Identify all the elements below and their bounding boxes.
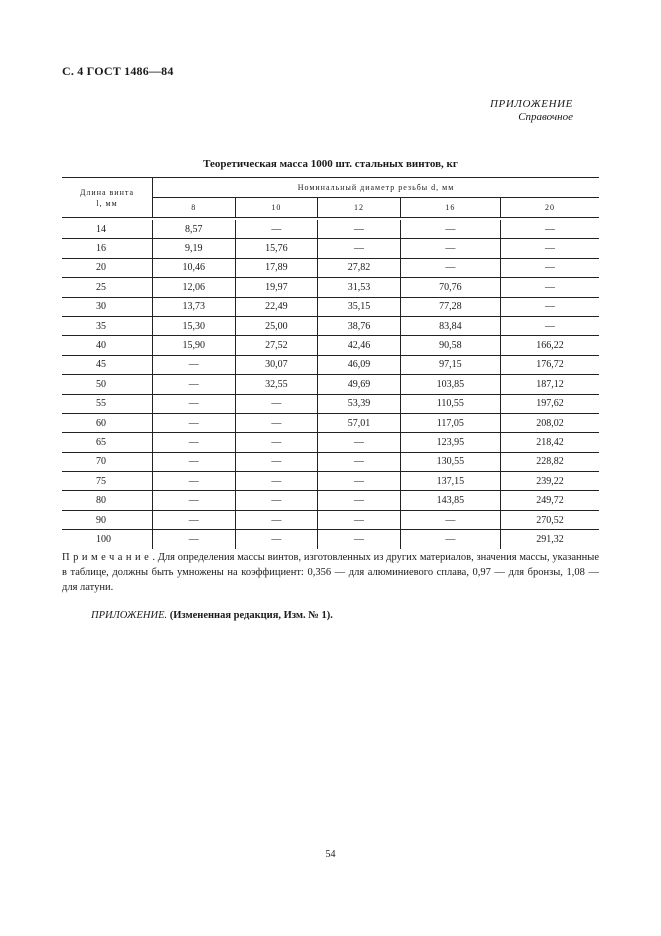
length-cell: 45 bbox=[62, 355, 153, 374]
mass-table bbox=[62, 177, 599, 549]
mass-cell: — bbox=[500, 278, 599, 297]
mass-cell: — bbox=[400, 510, 500, 529]
mass-cell: — bbox=[318, 530, 401, 549]
mass-cell: 197,62 bbox=[500, 394, 599, 413]
diameter-column-header: 20 bbox=[500, 198, 599, 218]
mass-cell: — bbox=[318, 220, 401, 239]
table-row bbox=[62, 336, 599, 355]
mass-cell: 166,22 bbox=[500, 336, 599, 355]
mass-cell: — bbox=[318, 433, 401, 452]
mass-cell: 90,58 bbox=[400, 336, 500, 355]
mass-cell: 27,82 bbox=[318, 258, 401, 277]
mass-cell: — bbox=[318, 491, 401, 510]
mass-cell: 187,12 bbox=[500, 375, 599, 394]
mass-cell: 15,76 bbox=[235, 239, 318, 258]
mass-cell: 83,84 bbox=[400, 316, 500, 335]
table-row bbox=[62, 258, 599, 277]
mass-cell: — bbox=[318, 510, 401, 529]
mass-cell: 46,09 bbox=[318, 355, 401, 374]
mass-cell: 30,07 bbox=[235, 355, 318, 374]
mass-cell: 32,55 bbox=[235, 375, 318, 394]
mass-cell: 12,06 bbox=[153, 278, 236, 297]
table-row bbox=[62, 278, 599, 297]
table-row bbox=[62, 510, 599, 529]
change-note-text: (Измененная редакция, Изм. № 1). bbox=[169, 610, 333, 621]
mass-cell: 70,76 bbox=[400, 278, 500, 297]
mass-cell: — bbox=[318, 452, 401, 471]
change-note bbox=[91, 610, 333, 621]
mass-cell: 35,15 bbox=[318, 297, 401, 316]
length-cell: 16 bbox=[62, 239, 153, 258]
mass-cell: — bbox=[153, 433, 236, 452]
mass-cell: — bbox=[153, 452, 236, 471]
mass-cell: 103,85 bbox=[400, 375, 500, 394]
mass-cell: — bbox=[235, 433, 318, 452]
appendix-label bbox=[490, 98, 573, 124]
mass-cell: — bbox=[500, 258, 599, 277]
table-body bbox=[62, 218, 599, 549]
mass-cell: 97,15 bbox=[400, 355, 500, 374]
mass-cell: 31,53 bbox=[318, 278, 401, 297]
page-header: С. 4 ГОСТ 1486—84 bbox=[62, 64, 174, 78]
diameter-column-header: 16 bbox=[400, 198, 500, 218]
mass-cell: 42,46 bbox=[318, 336, 401, 355]
mass-cell: 228,82 bbox=[500, 452, 599, 471]
length-cell: 65 bbox=[62, 433, 153, 452]
page-number: 54 bbox=[325, 849, 336, 860]
mass-cell: 110,55 bbox=[400, 394, 500, 413]
table-row bbox=[62, 375, 599, 394]
mass-cell: — bbox=[235, 394, 318, 413]
length-cell: 80 bbox=[62, 491, 153, 510]
mass-cell: 176,72 bbox=[500, 355, 599, 374]
mass-cell: — bbox=[153, 413, 236, 432]
change-note-prefix: ПРИЛОЖЕНИЕ. bbox=[91, 610, 168, 621]
mass-cell: — bbox=[153, 491, 236, 510]
mass-cell: 9,19 bbox=[153, 239, 236, 258]
mass-cell: 15,90 bbox=[153, 336, 236, 355]
table-caption: Теоретическая масса 1000 шт. стальных винтов, кг bbox=[203, 158, 458, 170]
mass-cell: 57,01 bbox=[318, 413, 401, 432]
mass-cell: — bbox=[235, 413, 318, 432]
mass-cell: 27,52 bbox=[235, 336, 318, 355]
length-cell: 30 bbox=[62, 297, 153, 316]
mass-cell: — bbox=[235, 452, 318, 471]
mass-cell: 49,69 bbox=[318, 375, 401, 394]
table-row bbox=[62, 452, 599, 471]
mass-cell: — bbox=[235, 491, 318, 510]
mass-cell: — bbox=[153, 394, 236, 413]
length-column-header bbox=[62, 178, 153, 218]
mass-cell: — bbox=[153, 472, 236, 491]
length-cell: 40 bbox=[62, 336, 153, 355]
mass-cell: — bbox=[400, 239, 500, 258]
note-label: Примечание bbox=[62, 552, 153, 563]
mass-cell: 15,30 bbox=[153, 316, 236, 335]
mass-cell: 137,15 bbox=[400, 472, 500, 491]
mass-cell: 239,22 bbox=[500, 472, 599, 491]
mass-cell: — bbox=[400, 258, 500, 277]
length-cell: 25 bbox=[62, 278, 153, 297]
length-cell: 75 bbox=[62, 472, 153, 491]
mass-cell: — bbox=[235, 530, 318, 549]
table-row bbox=[62, 239, 599, 258]
mass-cell: 8,57 bbox=[153, 220, 236, 239]
mass-cell: — bbox=[500, 316, 599, 335]
table-row bbox=[62, 297, 599, 316]
note-text: . Для определения массы винтов, изготовленных из других материалов, значения массы, указанные в таблице, должны быть умножены на коэффициент: 0,356 — для алюминиевого сплава, 0,97 — для бронзы, 1,08 — для латуни. bbox=[62, 552, 599, 593]
table-row bbox=[62, 491, 599, 510]
mass-cell: — bbox=[500, 220, 599, 239]
mass-cell: 208,02 bbox=[500, 413, 599, 432]
mass-cell: — bbox=[235, 472, 318, 491]
appendix-subtitle: Справочное bbox=[518, 111, 573, 123]
length-cell: 90 bbox=[62, 510, 153, 529]
diameter-column-header: 10 bbox=[235, 198, 318, 218]
mass-cell: 130,55 bbox=[400, 452, 500, 471]
mass-cell: — bbox=[153, 375, 236, 394]
mass-cell: — bbox=[500, 297, 599, 316]
table-row bbox=[62, 355, 599, 374]
appendix-title: ПРИЛОЖЕНИЕ bbox=[490, 98, 573, 110]
table-row bbox=[62, 220, 599, 239]
diameter-column-header: 8 bbox=[153, 198, 236, 218]
mass-cell: 117,05 bbox=[400, 413, 500, 432]
mass-cell: 22,49 bbox=[235, 297, 318, 316]
mass-cell: 53,39 bbox=[318, 394, 401, 413]
table-row bbox=[62, 530, 599, 549]
mass-cell: — bbox=[188, 533, 199, 545]
mass-cell: — bbox=[153, 510, 236, 529]
length-header-line2: l, мм bbox=[96, 198, 118, 208]
mass-cell: 123,95 bbox=[400, 433, 500, 452]
table-row bbox=[62, 472, 599, 491]
mass-cell: 270,52 bbox=[500, 510, 599, 529]
mass-cell: 291,32 bbox=[500, 530, 599, 549]
mass-cell: — bbox=[153, 355, 236, 374]
table-row bbox=[62, 413, 599, 432]
mass-cell: 13,73 bbox=[153, 297, 236, 316]
mass-cell: — bbox=[318, 472, 401, 491]
mass-cell: 19,97 bbox=[235, 278, 318, 297]
mass-cell: 25,00 bbox=[235, 316, 318, 335]
table-row bbox=[62, 394, 599, 413]
mass-cell: 249,72 bbox=[500, 491, 599, 510]
length-cell: 14 bbox=[62, 220, 153, 239]
mass-cell: 38,76 bbox=[318, 316, 401, 335]
mass-cell: — bbox=[235, 220, 318, 239]
mass-cell: 10,46 bbox=[153, 258, 236, 277]
mass-cell: 143,85 bbox=[400, 491, 500, 510]
length-cell: 35 bbox=[62, 316, 153, 335]
mass-cell: — bbox=[235, 510, 318, 529]
diameter-group-header: Номинальный диаметр резьбы d, мм bbox=[153, 178, 600, 198]
length-cell: 50 bbox=[62, 375, 153, 394]
table-note bbox=[62, 550, 599, 595]
length-cell: 55 bbox=[62, 394, 153, 413]
length-cell: 60 bbox=[62, 413, 153, 432]
mass-cell: — bbox=[500, 239, 599, 258]
mass-cell: — bbox=[400, 530, 500, 549]
length-cell: 20 bbox=[62, 258, 153, 277]
mass-cell: — bbox=[318, 239, 401, 258]
table-row bbox=[62, 433, 599, 452]
mass-cell: 77,28 bbox=[400, 297, 500, 316]
length-cell: 70 bbox=[62, 452, 153, 471]
table-row bbox=[62, 316, 599, 335]
length-cell: 100 bbox=[62, 530, 153, 549]
length-header-line1: Длина винта bbox=[79, 187, 135, 197]
mass-cell: 17,89 bbox=[235, 258, 318, 277]
mass-cell: 218,42 bbox=[500, 433, 599, 452]
mass-cell: — bbox=[400, 220, 500, 239]
diameter-column-header: 12 bbox=[318, 198, 401, 218]
